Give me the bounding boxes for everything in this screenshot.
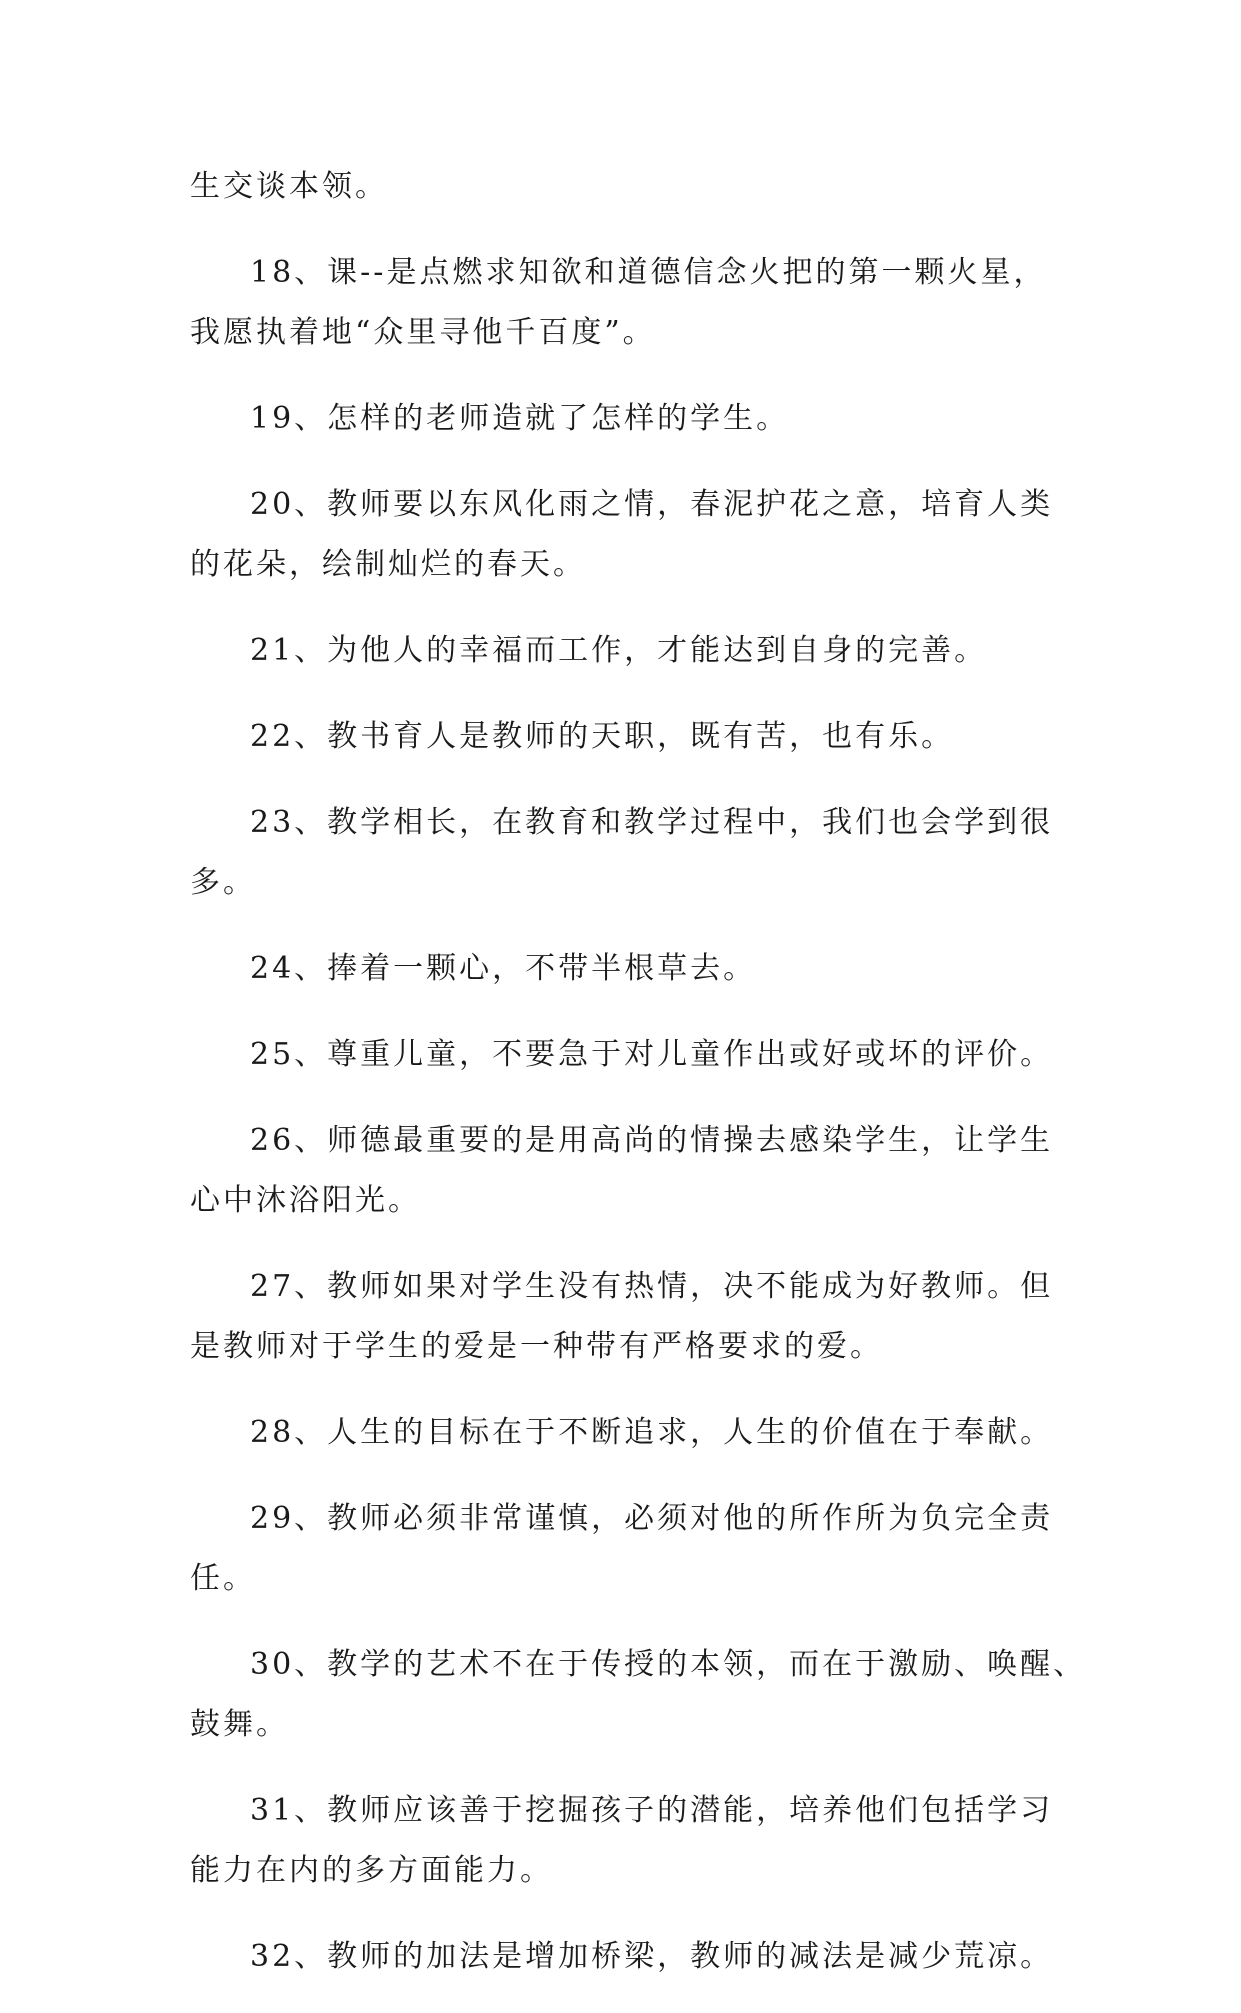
paragraph bbox=[190, 1635, 1087, 1755]
paragraph bbox=[190, 1025, 1060, 1085]
text-line: 能力在内的多方面能力。 bbox=[190, 1853, 553, 1888]
text-line: 生交谈本领。 bbox=[190, 169, 388, 204]
text-line: 32、教师的加法是增加桥梁，教师的减法是减少荒凉。 bbox=[250, 1939, 1054, 1974]
paragraph bbox=[190, 1489, 1060, 1609]
text-line: 30、教学的艺术不在于传授的本领，而在于激励、唤醒、 bbox=[250, 1647, 1087, 1682]
paragraph bbox=[190, 1111, 1060, 1231]
text-line: 25、尊重儿童，不要急于对儿童作出或好或坏的评价。 bbox=[250, 1037, 1054, 1072]
text-line: 我愿执着地“众里寻他千百度”。 bbox=[190, 315, 656, 350]
paragraph bbox=[190, 1403, 1060, 1463]
text-line: 的花朵，绘制灿烂的春天。 bbox=[190, 547, 586, 582]
text-line: 26、师德最重要的是用高尚的情操去感染学生，让学生 bbox=[250, 1123, 1054, 1158]
paragraph bbox=[190, 1257, 1060, 1377]
paragraph bbox=[190, 243, 1060, 363]
paragraph bbox=[190, 707, 1060, 767]
text-line: 28、人生的目标在于不断追求，人生的价值在于奉献。 bbox=[250, 1415, 1054, 1450]
text-line: 24、捧着一颗心，不带半根草去。 bbox=[250, 951, 757, 986]
text-line: 任。 bbox=[190, 1561, 256, 1596]
document-body bbox=[190, 157, 1087, 2013]
text-line: 是教师对于学生的爱是一种带有严格要求的爱。 bbox=[190, 1329, 883, 1364]
text-line: 20、教师要以东风化雨之情，春泥护花之意，培育人类 bbox=[250, 487, 1054, 522]
text-line: 22、教书育人是教师的天职，既有苦，也有乐。 bbox=[250, 719, 955, 754]
text-line: 心中沐浴阳光。 bbox=[190, 1183, 421, 1218]
paragraph bbox=[190, 475, 1060, 595]
text-line: 19、怎样的老师造就了怎样的学生。 bbox=[250, 401, 790, 436]
paragraph bbox=[190, 157, 1060, 217]
paragraph bbox=[190, 389, 1060, 449]
text-line: 多。 bbox=[190, 865, 256, 900]
paragraph bbox=[190, 939, 1060, 999]
text-line: 31、教师应该善于挖掘孩子的潜能，培养他们包括学习 bbox=[250, 1793, 1054, 1828]
text-line: 27、教师如果对学生没有热情，决不能成为好教师。但 bbox=[250, 1269, 1054, 1304]
text-line: 鼓舞。 bbox=[190, 1707, 289, 1742]
text-line: 29、教师必须非常谨慎，必须对他的所作所为负完全责 bbox=[250, 1501, 1054, 1536]
paragraph bbox=[190, 1927, 1060, 1987]
paragraph bbox=[190, 1781, 1060, 1901]
text-line: 18、课--是点燃求知欲和道德信念火把的第一颗火星， bbox=[250, 255, 1047, 290]
paragraph bbox=[190, 621, 1060, 681]
text-line: 23、教学相长，在教育和教学过程中，我们也会学到很 bbox=[250, 805, 1054, 840]
paragraph bbox=[190, 793, 1060, 913]
text-line: 21、为他人的幸福而工作，才能达到自身的完善。 bbox=[250, 633, 988, 668]
